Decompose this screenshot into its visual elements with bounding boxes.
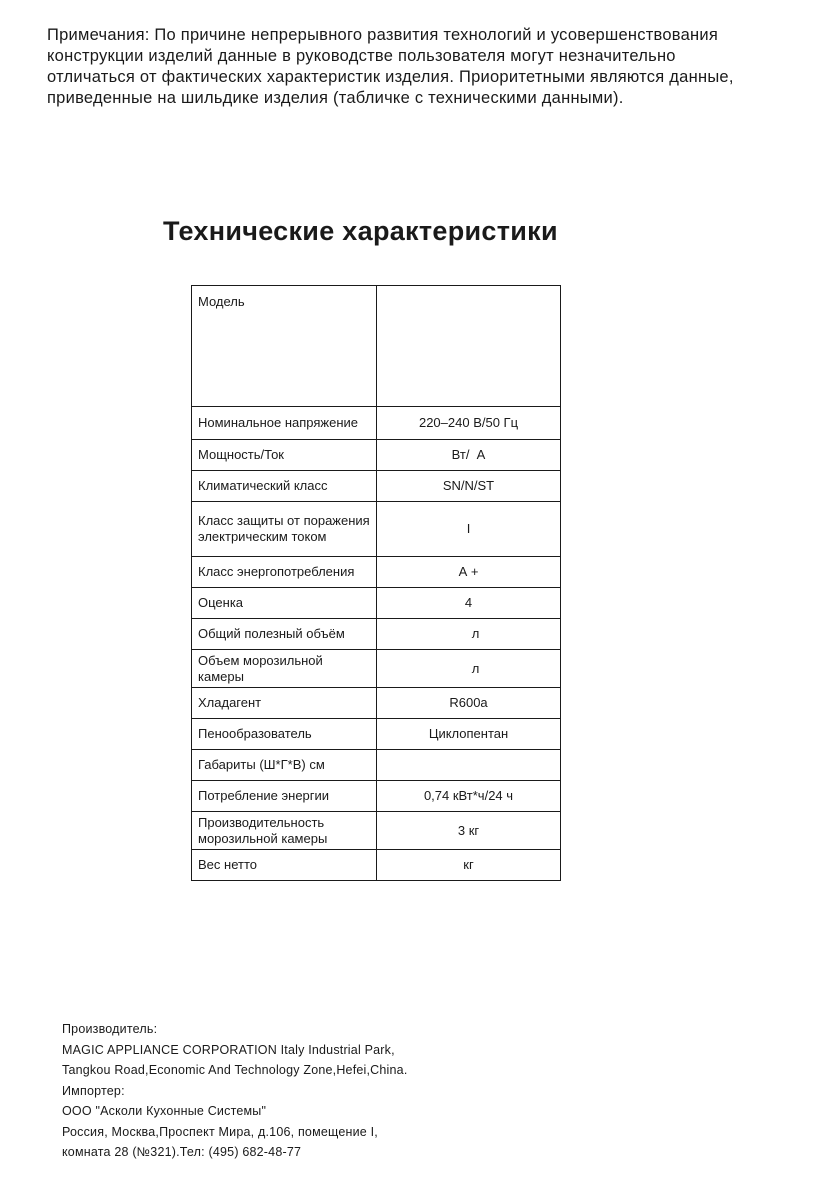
table-row (192, 588, 561, 619)
footer-line: комната 28 (№321).Тел: (495) 682-48-77 (62, 1145, 302, 1159)
notes-line: приведенные на шильдике изделия (табличке с техническими данными). (47, 89, 624, 107)
spec-value: А + (377, 557, 561, 588)
manufacturer-info (62, 1019, 582, 1163)
notes-line: отличаться от фактических характеристик изделия. Приоритетными являются данные, (47, 68, 734, 86)
spec-label: Класс энергопотребления (192, 557, 377, 588)
spec-label: Мощность/Ток (192, 440, 377, 471)
spec-value: л (377, 650, 561, 688)
spec-label: Объем морозильной камеры (192, 650, 377, 688)
spec-label: Пенообразователь (192, 719, 377, 750)
spec-value: 4 (377, 588, 561, 619)
table-row (192, 688, 561, 719)
table-row (192, 650, 561, 688)
notes-line: конструкции изделий данные в руководстве пользователя могут незначительно (47, 47, 676, 65)
specs-table (191, 285, 561, 881)
page-title: Технические характеристики (163, 216, 558, 246)
table-row (192, 440, 561, 471)
spec-label: Номинальное напряжение (192, 407, 377, 440)
spec-value: Вт/ А (377, 440, 561, 471)
spec-label: Хладагент (192, 688, 377, 719)
notes-paragraph (47, 25, 807, 109)
spec-value: I (377, 502, 561, 557)
table-row (192, 407, 561, 440)
spec-value: SN/N/ST (377, 471, 561, 502)
spec-value: Циклопентан (377, 719, 561, 750)
spec-label: Оценка (192, 588, 377, 619)
table-row (192, 719, 561, 750)
table-row (192, 812, 561, 850)
footer-line: Импортер: (62, 1083, 125, 1098)
spec-value: кг (377, 850, 561, 881)
table-row (192, 557, 561, 588)
spec-value: 3 кг (377, 812, 561, 850)
table-row (192, 502, 561, 557)
spec-value: л (377, 619, 561, 650)
footer-line: ООО "Асколи Кухонные Системы" (62, 1104, 267, 1118)
spec-value (377, 286, 561, 407)
footer-line: Россия, Москва,Проспект Мира, д.106, помещение I, (62, 1124, 378, 1139)
spec-label: Общий полезный объём (192, 619, 377, 650)
spec-label: Производительность морозильной камеры (192, 812, 377, 850)
spec-label: Климатический класс (192, 471, 377, 502)
table-row (192, 286, 561, 407)
footer-line: MAGIC APPLIANCE CORPORATION Italy Industrial Park, (62, 1042, 395, 1057)
spec-label: Габариты (Ш*Г*В) см (192, 750, 377, 781)
table-row (192, 750, 561, 781)
spec-label: Вес нетто (192, 850, 377, 881)
spec-label: Класс защиты от поражения электрическим током (192, 502, 377, 557)
spec-value: 0,74 кВт*ч/24 ч (377, 781, 561, 812)
spec-value: 220–240 В/50 Гц (377, 407, 561, 440)
table-row (192, 850, 561, 881)
spec-value (377, 750, 561, 781)
footer-line: Tangkou Road,Economic And Technology Zone,Hefei,China. (62, 1063, 408, 1077)
table-row (192, 781, 561, 812)
spec-value: R600a (377, 688, 561, 719)
notes-line: Примечания: По причине непрерывного развития технологий и усовершенствования (47, 26, 719, 44)
spec-label: Модель (192, 286, 377, 407)
table-row (192, 619, 561, 650)
spec-label: Потребление энергии (192, 781, 377, 812)
footer-line: Производитель: (62, 1022, 158, 1036)
table-row (192, 471, 561, 502)
